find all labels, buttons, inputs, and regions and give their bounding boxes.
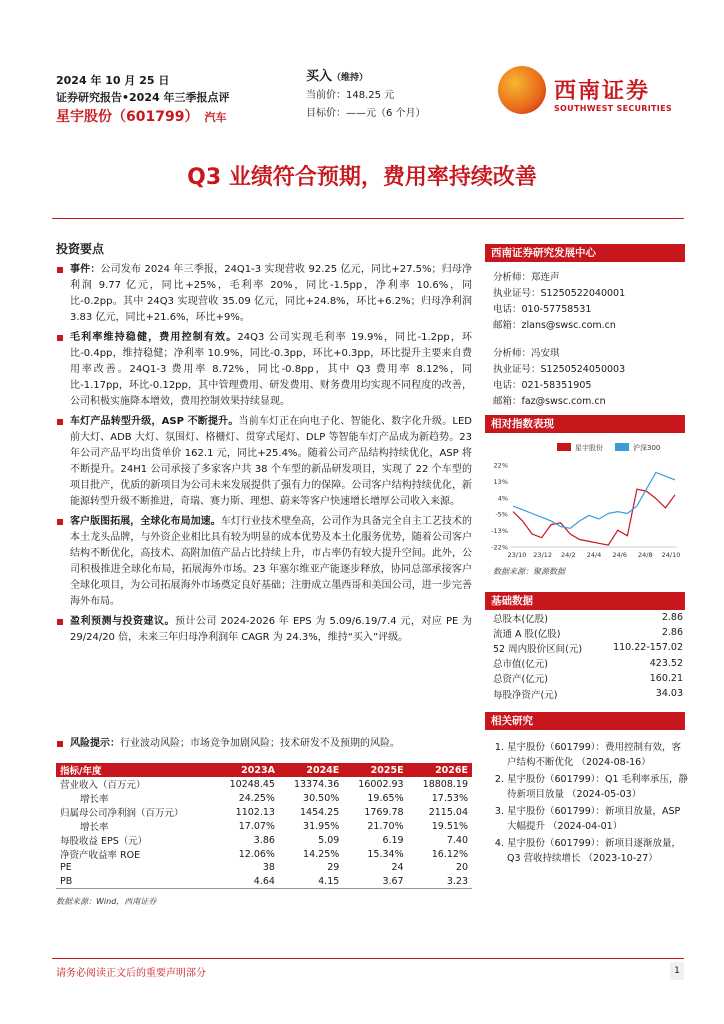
table-row: [56, 819, 472, 833]
basic-value: 34.03: [655, 688, 683, 700]
risk-head: 风险提示：: [70, 738, 120, 749]
related-item[interactable]: 2. 星宇股份（601799）：Q1 毛利率承压，静待新项目放量 （2024-05-03）: [507, 772, 689, 802]
stock-line: [56, 106, 229, 129]
row-label: PB: [56, 875, 215, 889]
cell-value: 2115.04: [428, 806, 468, 818]
key-point: [56, 514, 472, 610]
cell-value: 16.12%: [431, 848, 468, 860]
cell-value: 17.07%: [238, 820, 275, 832]
x-tick-label: 24/4: [586, 551, 602, 559]
key-point-text: 公司发布 2024 年三季报，24Q1-3 实现营收 92.25 亿元，同比+27.5%；归母净利润 9.77 亿元，同比+25%，毛利率 20%，同比-1.5pp，净利率 10.6%，同比-0.2pp。其中 24Q3 实现营收 35.09 亿元，同比+24.8%，环比+6.2%；归母净利润 3.83 亿元，同比+21.6%，环比+9%。: [70, 264, 473, 323]
x-tick-label: 23/12: [533, 551, 553, 559]
cell-value: 7.40: [446, 834, 468, 846]
cell-value: 16002.93: [358, 778, 404, 790]
x-tick-label: 24/10: [661, 551, 681, 559]
key-point: [56, 414, 472, 510]
cell-value: 4.15: [279, 875, 343, 889]
cell-value: 4.64: [215, 875, 279, 889]
cell-value: 31.95%: [303, 820, 340, 832]
key-point: [56, 262, 472, 326]
related-item[interactable]: 1. 星宇股份（601799）：费用控制有效，客户结构不断优化 （2024-08-16）: [507, 740, 689, 770]
rating-note: （维持）: [332, 73, 369, 83]
related-item[interactable]: 3. 星宇股份（601799）：新项目放量，ASP 大幅提升 （2024-04-01）: [507, 804, 689, 834]
basic-key: 52 周内股价区间(元): [493, 643, 583, 655]
y-tick-label: -5%: [495, 510, 508, 519]
cell-value: 21.70%: [367, 820, 404, 832]
footer-disclaimer: 请务必阅读正文后的重要声明部分: [56, 968, 206, 979]
row-label: PE: [60, 862, 72, 874]
x-tick-label: 23/10: [507, 551, 527, 559]
legend-swatch: [615, 443, 629, 451]
related-title: 相关研究: [485, 712, 685, 730]
cell-value: 12.06%: [238, 848, 275, 860]
key-point-text: 车灯行业技术壁垒高，公司作为具备完全自主工艺技术的本土龙头品牌，与外资企业相比具有较为明显的成本优势及本土化服务优势，随着公司客户结构不断优化，高技术、高附加值产品占比持续上升，市占率仍有较大提升空间。此外，公司积极推进全球化布局，拓展海外市场。23 年塞尔维亚产能逐步释放，协同总部承接客户全球化项目，为公司拓展海外市场奠定良好基础；注册成立墨西哥和美国公司，进一步完善海外布局。: [70, 516, 473, 607]
x-tick-label: 24/2: [561, 551, 576, 559]
basic-value: 2.86: [661, 627, 683, 639]
basic-row: [493, 656, 683, 671]
basic-key: 总市值(亿元): [493, 659, 548, 671]
chart-title: 相对指数表现: [485, 415, 685, 433]
report-meta: [56, 72, 229, 129]
related-research: [493, 740, 689, 868]
analyst-cert: 执业证号：S1250522040001: [493, 288, 626, 299]
key-point: [56, 614, 472, 646]
rating: 买入（维持）: [306, 69, 369, 84]
target-price: 目标价：——元（6 个月）: [306, 108, 426, 119]
row-label: 增长率: [80, 822, 109, 833]
basic-value: 160.21: [649, 672, 683, 684]
logo-emblem-icon: [498, 66, 546, 114]
page-number: 1: [670, 962, 684, 980]
table-row: [56, 777, 472, 791]
y-tick-label: 4%: [497, 494, 508, 503]
cell-value: 18808.19: [422, 778, 468, 790]
cell-value: 3.86: [253, 834, 275, 846]
fin-header: 2025E: [343, 763, 407, 777]
cell-value: 6.19: [382, 834, 404, 846]
cell-value: 1454.25: [299, 806, 340, 818]
legend-label: 沪深300: [633, 444, 661, 452]
report-type: 证券研究报告•2024 年三季报点评: [56, 91, 230, 104]
basic-key: 总资产(亿元): [493, 674, 548, 686]
legend-label: 星宇股份: [575, 444, 603, 452]
fin-header: 2024E: [279, 763, 343, 777]
cell-value: 19.65%: [367, 792, 404, 804]
risk-text: 行业波动风险；市场竞争加剧风险；技术研发不及预期的风险。: [120, 738, 400, 749]
y-tick-label: -22%: [491, 543, 508, 552]
relative-index-chart: [487, 437, 683, 567]
analyst-list: [493, 270, 683, 422]
table-source: 数据来源：Wind，西南证券: [56, 897, 157, 906]
key-point-head: 事件：: [70, 264, 101, 275]
title-divider: [52, 218, 684, 219]
footer-divider: [52, 958, 684, 959]
report-title: Q3 业绩符合预期，费用率持续改善: [187, 165, 537, 190]
fin-header: 2023A: [215, 763, 279, 777]
row-label: 归属母公司净利润（百万元）: [60, 808, 184, 819]
row-label: 每股收益 EPS（元）: [60, 836, 148, 847]
cell-value: 20: [455, 862, 468, 874]
analyst-cert: 执业证号：S1250524050003: [493, 364, 626, 375]
analyst-name: 分析师：冯安琪: [493, 348, 560, 359]
basic-row: [493, 686, 683, 701]
logo-en: SOUTHWEST SECURITIES: [554, 104, 672, 113]
key-point-text: 24Q3 公司实现毛利率 19.9%，同比-1.2pp，环比-0.4pp，维持稳健；净利率 10.9%，同比-0.3pp，环比+0.3pp，环比提升主要来自费用率改善。24Q1-3 费用率 8.72%，同比-0.8pp，其中 Q3 费用率 8.12%，同比-1.17pp，环比-0.12pp，其中管理费用、研发费用、财务费用均实现不同程度的改善，公司积极实施降本增效，费用控制效果持续显现。: [70, 332, 473, 407]
current-price: 当前价：148.25 元: [306, 90, 395, 101]
analyst-mail: 邮箱：faz@swsc.com.cn: [493, 396, 606, 407]
basic-value: 423.52: [649, 657, 683, 669]
cell-value: 1102.13: [235, 806, 275, 818]
fin-header: 指标/年度: [56, 763, 215, 777]
analyst-card: [493, 346, 683, 410]
y-tick-label: -13%: [491, 527, 508, 536]
key-point-head: 车灯产品转型升级，ASP 不断提升。: [70, 416, 239, 427]
financial-table: [56, 763, 472, 889]
y-tick-label: 22%: [493, 461, 508, 470]
research-center-title: 西南证券研究发展中心: [485, 244, 685, 262]
basic-data-title: 基础数据: [485, 592, 685, 610]
table-row: [56, 875, 472, 889]
rating-block: [306, 68, 426, 123]
analyst-mail: 邮箱：zlans@swsc.com.cn: [493, 320, 616, 331]
cell-value: 1769.78: [364, 806, 404, 818]
risk-note: [56, 736, 490, 752]
table-row: [56, 791, 472, 805]
y-tick-label: 13%: [493, 477, 508, 486]
legend-swatch: [557, 443, 571, 451]
basic-key: 流通 A 股(亿股): [493, 628, 561, 640]
analyst-tel: 电话：021-58351905: [493, 380, 592, 391]
cell-value: 13374.36: [293, 778, 340, 790]
industry: 汽车: [204, 111, 227, 124]
basic-value: 2.86: [661, 612, 683, 624]
basic-row: [493, 610, 683, 625]
cell-value: 24.25%: [238, 792, 275, 804]
x-tick-label: 24/8: [638, 551, 653, 559]
stock-name: 星宇股份（601799）: [56, 109, 199, 125]
basic-key: 总股本(亿股): [493, 613, 548, 625]
cell-value: 10248.45: [229, 778, 275, 790]
row-label: 增长率: [80, 794, 109, 805]
table-row: [56, 805, 472, 819]
key-point-head: 毛利率维持稳健，费用控制有效。: [70, 332, 238, 343]
related-item[interactable]: 4. 星宇股份（601799）：新项目逐渐放量，Q3 营收持续增长 （2023-10-27）: [507, 836, 689, 866]
cell-value: 30.50%: [303, 792, 340, 804]
cell-value: 17.53%: [431, 792, 468, 804]
key-point: [56, 330, 472, 410]
cell-value: 3.23: [408, 875, 472, 889]
cell-value: 15.34%: [367, 848, 404, 860]
key-point-head: 客户版图拓展，全球化布局加速。: [70, 516, 221, 527]
basic-row: [493, 640, 683, 655]
chart-source: 数据来源：聚源数据: [493, 567, 565, 576]
cell-value: 3.67: [343, 875, 407, 889]
cell-value: 19.51%: [431, 820, 468, 832]
row-label: 营业收入（百万元）: [60, 780, 146, 791]
series-line-1: [513, 473, 675, 529]
row-label: 净资产收益率 ROE: [60, 850, 141, 861]
cell-value: 24: [391, 862, 404, 874]
report-date: 2024 年 10 月 25 日: [56, 74, 170, 87]
basic-data-table: [493, 610, 683, 701]
analyst-name: 分析师：郑连声: [493, 272, 560, 283]
basic-row: [493, 671, 683, 686]
key-point-head: 盈利预测与投资建议。: [70, 616, 175, 627]
basic-row: [493, 625, 683, 640]
basic-key: 每股净资产(元): [493, 689, 558, 701]
fin-header: 2026E: [408, 763, 472, 777]
cell-value: 38: [262, 862, 275, 874]
company-logo: [498, 66, 682, 122]
cell-value: 14.25%: [303, 848, 340, 860]
analyst-tel: 电话：010-57758531: [493, 304, 592, 315]
analyst-card: [493, 270, 683, 334]
x-tick-label: 24/6: [612, 551, 627, 559]
key-point-text: 当前车灯正在向电子化、智能化、数字化升级。LED 前大灯、ADB 大灯、氛围灯、格栅灯、贯穿式尾灯、DLP 等智能车灯产品成为新趋势。23 年公司产品平均出货单价 162.1 元，同比+25.4%。随着公司产品结构持续优化，ASP 将不断提升。24H1 公司承接了多家客户共 38 个车型的新品研发项目，实现了 22 个车型的项目批产，优质的新项目为公司未来发展提供了强有力的保障。公司客户结构持续优化，新能源转型升级不断推进，奇瑞、赛力斯、理想、蔚来等客户快速增长增厚公司收入来源。: [70, 416, 472, 507]
key-point-text: 预计公司 2024-2026 年 EPS 为 5.09/6.19/7.4 元，对应 PE 为 29/24/20 倍，未来三年归母净利润年 CAGR 为 24.3%，维持“买入”评级。: [70, 616, 473, 643]
cell-value: 5.09: [318, 834, 340, 846]
table-row: [56, 861, 472, 875]
table-row: [56, 847, 472, 861]
key-points: [56, 262, 472, 650]
table-row: [56, 833, 472, 847]
section-title: 投资要点: [56, 242, 105, 256]
basic-value: 110.22-157.02: [613, 642, 683, 654]
cell-value: 29: [327, 862, 340, 874]
logo-cn: 西南证券: [554, 78, 651, 104]
